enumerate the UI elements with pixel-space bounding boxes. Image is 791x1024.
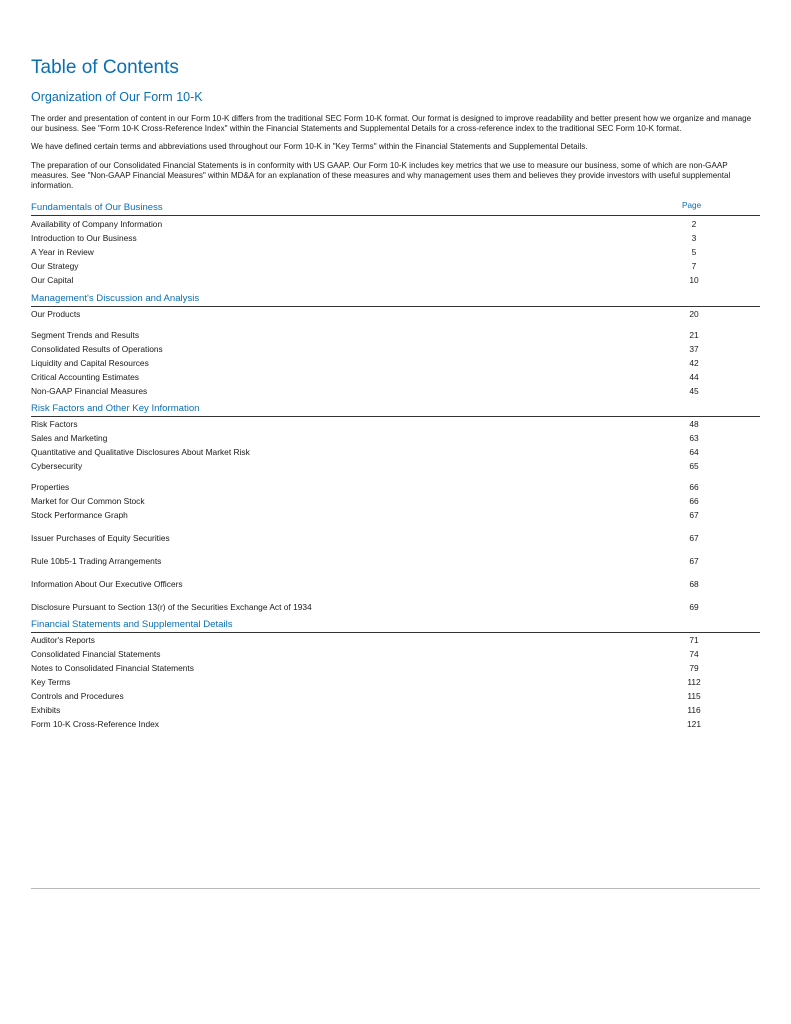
toc-entry[interactable] bbox=[31, 309, 760, 319]
toc-entry-page: 67 bbox=[689, 556, 699, 567]
toc-entry[interactable] bbox=[31, 219, 760, 229]
intro-paragraph-2: We have defined certain terms and abbreviations used throughout our Form 10-K in "Key Terms" within the Financial Statements and Supplemental Details. bbox=[31, 142, 588, 152]
toc-entry-page: 21 bbox=[689, 330, 699, 341]
toc-entry-page: 67 bbox=[689, 533, 699, 544]
toc-entry[interactable] bbox=[31, 510, 760, 520]
toc-entry-label: Our Strategy bbox=[31, 261, 79, 272]
toc-entry[interactable] bbox=[31, 386, 760, 396]
toc-entry[interactable] bbox=[31, 419, 760, 429]
toc-entry[interactable] bbox=[31, 556, 760, 566]
toc-entry-label: Non-GAAP Financial Measures bbox=[31, 386, 148, 397]
toc-entry[interactable] bbox=[31, 602, 760, 612]
toc-entry-page: 5 bbox=[691, 247, 697, 258]
toc-entry-label: Segment Trends and Results bbox=[31, 330, 140, 341]
section-heading[interactable] bbox=[31, 402, 760, 417]
toc-entry-label: Exhibits bbox=[31, 705, 61, 716]
page-subtitle: Organization of Our Form 10-K bbox=[31, 90, 203, 104]
toc-entry-label: Introduction to Our Business bbox=[31, 233, 137, 244]
toc-entry[interactable] bbox=[31, 533, 760, 543]
toc-entry[interactable] bbox=[31, 344, 760, 354]
toc-entry[interactable] bbox=[31, 358, 760, 368]
toc-entry-page: 2 bbox=[691, 219, 697, 230]
toc-entry-label: Quantitative and Qualitative Disclosures About Market Risk bbox=[31, 447, 250, 458]
document-page bbox=[31, 56, 760, 729]
toc-entry-page: 115 bbox=[687, 691, 701, 702]
toc-entry[interactable] bbox=[31, 275, 760, 285]
toc-entry-label: Sales and Marketing bbox=[31, 433, 108, 444]
toc-entry-page: 3 bbox=[691, 233, 697, 244]
section-heading[interactable] bbox=[31, 201, 760, 216]
toc-entry-label: A Year in Review bbox=[31, 247, 94, 258]
toc-entry-label: Critical Accounting Estimates bbox=[31, 372, 139, 383]
toc-entry[interactable] bbox=[31, 247, 760, 257]
toc-entry-page: 116 bbox=[687, 705, 701, 716]
toc-entry[interactable] bbox=[31, 482, 760, 492]
intro-paragraph-1: The order and presentation of content in our Form 10-K differs from the traditional SEC Form 10-K format. Our format is designed to improve readability and better present how we organize and manage our business. See "Form 10-K Cross-Reference Index" within the Financial Statements and Supplemental Details for a cross-reference index to the traditional SEC Form 10-K format. bbox=[31, 114, 752, 134]
toc-entry-page: 79 bbox=[689, 663, 699, 674]
toc-entry-page: 37 bbox=[689, 344, 699, 355]
toc-entry[interactable] bbox=[31, 705, 760, 715]
toc-entry-page: 66 bbox=[689, 482, 699, 493]
toc-entry-label: Notes to Consolidated Financial Statements bbox=[31, 663, 194, 674]
page-column-header: Page bbox=[682, 201, 702, 211]
toc-entry[interactable] bbox=[31, 330, 760, 340]
toc-entry-page: 69 bbox=[689, 602, 699, 613]
toc-entry[interactable] bbox=[31, 447, 760, 457]
toc-entry[interactable] bbox=[31, 372, 760, 382]
toc-entry-page: 7 bbox=[691, 261, 697, 272]
toc-entry-label: Information About Our Executive Officers bbox=[31, 579, 183, 590]
toc-entry[interactable] bbox=[31, 433, 760, 443]
toc-entry-label: Risk Factors bbox=[31, 419, 78, 430]
toc-entry-label: Issuer Purchases of Equity Securities bbox=[31, 533, 170, 544]
toc-entry[interactable] bbox=[31, 635, 760, 645]
toc-entry[interactable] bbox=[31, 719, 760, 729]
toc-entry-label: Rule 10b5-1 Trading Arrangements bbox=[31, 556, 162, 567]
toc-entry-label: Key Terms bbox=[31, 677, 71, 688]
toc-entry-page: 121 bbox=[687, 719, 701, 730]
section-title: Financial Statements and Supplemental Details bbox=[31, 619, 233, 631]
toc-entry-page: 45 bbox=[689, 386, 699, 397]
toc-entry-label: Availability of Company Information bbox=[31, 219, 163, 230]
toc-entry[interactable] bbox=[31, 233, 760, 243]
toc-entry[interactable] bbox=[31, 579, 760, 589]
toc-entry-page: 74 bbox=[689, 649, 699, 660]
toc-entry-page: 71 bbox=[689, 635, 699, 646]
section-heading[interactable] bbox=[31, 618, 760, 633]
toc-entry-page: 63 bbox=[689, 433, 699, 444]
toc-entry-label: Controls and Procedures bbox=[31, 691, 124, 702]
section-heading[interactable] bbox=[31, 292, 760, 307]
toc-entry-page: 68 bbox=[689, 579, 699, 590]
toc-entry-page: 44 bbox=[689, 372, 699, 383]
bottom-divider bbox=[31, 888, 760, 889]
toc-entry-page: 42 bbox=[689, 358, 699, 369]
toc-entry-label: Consolidated Results of Operations bbox=[31, 344, 163, 355]
toc-entry-label: Our Products bbox=[31, 309, 81, 320]
toc-entry-label: Market for Our Common Stock bbox=[31, 496, 145, 507]
toc-entry[interactable] bbox=[31, 677, 760, 687]
toc-entry-page: 20 bbox=[689, 309, 699, 320]
toc-entry-label: Cybersecurity bbox=[31, 461, 83, 472]
toc-entry[interactable] bbox=[31, 496, 760, 506]
toc-entry[interactable] bbox=[31, 691, 760, 701]
toc-entry[interactable] bbox=[31, 461, 760, 471]
toc-entry[interactable] bbox=[31, 261, 760, 271]
section-title: Fundamentals of Our Business bbox=[31, 202, 163, 214]
page-title: Table of Contents bbox=[31, 57, 179, 78]
toc-entry-page: 66 bbox=[689, 496, 699, 507]
toc-entry-label: Form 10-K Cross-Reference Index bbox=[31, 719, 159, 730]
table-of-contents bbox=[31, 201, 760, 729]
toc-entry[interactable] bbox=[31, 663, 760, 673]
section-title: Risk Factors and Other Key Information bbox=[31, 403, 200, 415]
toc-entry-label: Stock Performance Graph bbox=[31, 510, 128, 521]
toc-entry-label: Liquidity and Capital Resources bbox=[31, 358, 149, 369]
toc-entry-page: 112 bbox=[687, 677, 701, 688]
toc-entry-label: Disclosure Pursuant to Section 13(r) of the Securities Exchange Act of 1934 bbox=[31, 602, 312, 613]
section-title: Management's Discussion and Analysis bbox=[31, 293, 200, 305]
toc-entry-page: 67 bbox=[689, 510, 699, 521]
toc-entry[interactable] bbox=[31, 649, 760, 659]
toc-entry-page: 65 bbox=[689, 461, 699, 472]
toc-entry-page: 48 bbox=[689, 419, 699, 430]
toc-entry-label: Our Capital bbox=[31, 275, 74, 286]
toc-entry-label: Auditor's Reports bbox=[31, 635, 95, 646]
toc-entry-label: Properties bbox=[31, 482, 70, 493]
toc-entry-page: 64 bbox=[689, 447, 699, 458]
toc-entry-page: 10 bbox=[689, 275, 699, 286]
intro-paragraph-3: The preparation of our Consolidated Financial Statements is in conformity with US GAAP. Our Form 10-K includes key metrics that we use to measure our business, some of which are non-GAAP measures. See "Non-GAAP Financial Measures" within MD&A for an explanation of these measures and why management uses them and believes they provide investors with useful supplemental information. bbox=[31, 160, 731, 191]
toc-entry-label: Consolidated Financial Statements bbox=[31, 649, 161, 660]
